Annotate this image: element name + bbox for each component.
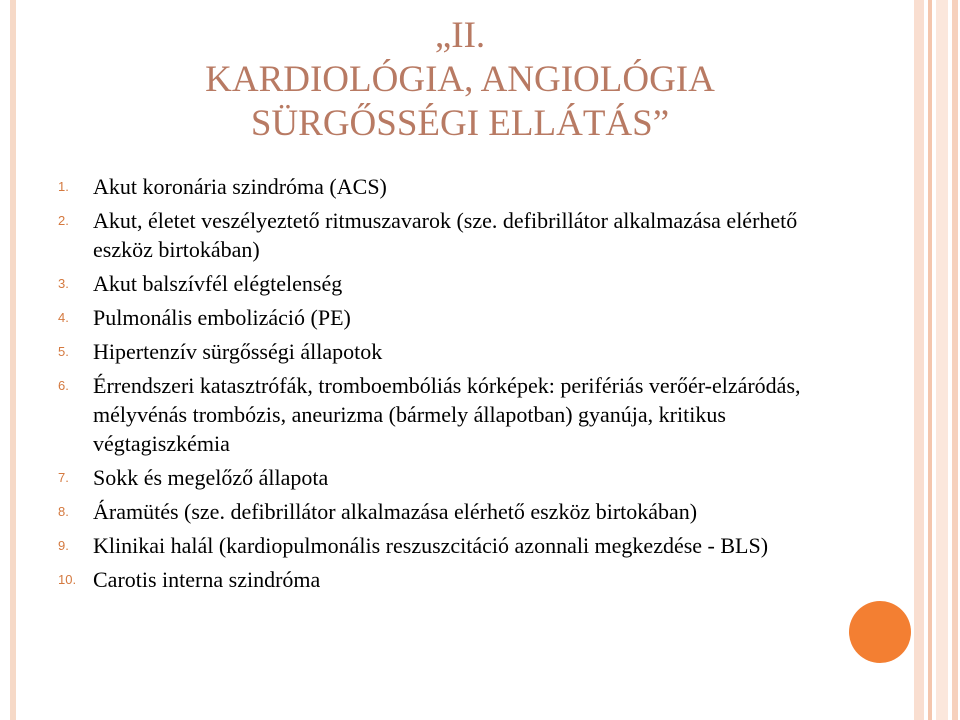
left-decorative-stripe [10, 0, 16, 720]
item-text: Klinikai halál (kardiopulmonális reszuszcitáció azonnali megkezdése - BLS) [93, 533, 769, 558]
item-text: Hipertenzív sürgősségi állapotok [93, 339, 383, 364]
right-stripe [936, 0, 948, 720]
right-stripe [914, 0, 924, 720]
item-number: 3. [58, 276, 69, 291]
item-number: 10. [58, 572, 77, 587]
item-number: 6. [58, 378, 69, 393]
title-line-1: „II. [434, 15, 486, 56]
item-text: Sokk és megelőző állapota [93, 465, 329, 490]
item-text: Akut balszívfél elégtelenség [93, 271, 343, 296]
item-number: 8. [58, 504, 69, 519]
list-item [50, 337, 850, 366]
item-text: Carotis interna szindróma [93, 567, 321, 592]
orange-circle-decoration [849, 601, 911, 663]
item-text: Akut koronária szindróma (ACS) [93, 174, 387, 199]
item-number: 7. [58, 470, 69, 485]
list-item [50, 497, 850, 526]
item-text: Áramütés (sze. defibrillátor alkalmazása elérhető eszköz birtokában) [93, 499, 698, 524]
slide-title [110, 14, 810, 146]
list-item [50, 463, 850, 492]
list-item [50, 303, 850, 332]
list-item [50, 565, 850, 594]
right-stripe [928, 0, 932, 720]
right-decorative-stripes [914, 0, 960, 720]
list-item [50, 269, 850, 298]
item-text: Érrendszeri katasztrófák, tromboembóliás kórképek: perifériás verőér-elzáródás, mélyvénás trombózis, aneurizma (bármely állapotban) gyanúja, kritikus végtagiszkémia [93, 373, 801, 456]
item-text: Pulmonális embolizáció (PE) [93, 305, 351, 330]
item-number: 2. [58, 213, 69, 228]
list-item [50, 206, 850, 264]
list-item [50, 531, 850, 560]
list-item [50, 172, 850, 201]
numbered-list [50, 172, 850, 599]
right-stripe [952, 0, 958, 720]
item-number: 5. [58, 344, 69, 359]
item-number: 9. [58, 538, 69, 553]
list-item [50, 371, 850, 458]
item-text: Akut, életet veszélyeztető ritmuszavarok (sze. defibrillátor alkalmazása elérhető eszköz birtokában) [93, 208, 798, 262]
item-number: 4. [58, 310, 69, 325]
title-line-2: KARDIOLÓGIA, ANGIOLÓGIA [205, 59, 715, 100]
item-number: 1. [58, 179, 69, 194]
title-line-3: SÜRGŐSSÉGI ELLÁTÁS” [250, 103, 670, 144]
